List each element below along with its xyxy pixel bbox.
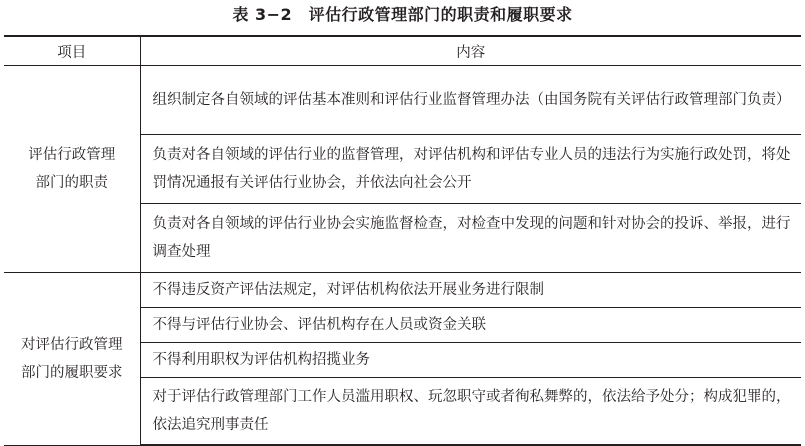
table-title: 表 3−2 评估行政管理部门的职责和履职要求 [232, 5, 573, 24]
header-content: 内容 [140, 36, 801, 66]
group-item-requirements: 对评估行政管理 部门的履职要求 [4, 273, 140, 446]
duties-table [4, 35, 801, 446]
content-cell: 组织制定各自领域的评估基本准则和评估行业监督管理办法（由国务院有关评估行政管理部门负责） [140, 66, 801, 135]
header-row [4, 36, 801, 66]
content-cell: 不得违反资产评估法规定，对评估机构依法开展业务进行限制 [140, 273, 801, 308]
content-cell: 负责对各自领域的评估行业协会实施监督检查，对检查中发现的问题和针对协会的投诉、举报，进行调查处理 [140, 204, 801, 273]
table-row [4, 66, 801, 135]
header-item: 项目 [4, 36, 140, 66]
table-row [4, 273, 801, 308]
content-cell: 不得利用职权为评估机构招揽业务 [140, 343, 801, 378]
content-cell: 对于评估行政管理部门工作人员滥用职权、玩忽职守或者徇私舞弊的，依法给予处分；构成犯罪的，依法追究刑事责任 [140, 378, 801, 446]
group-item-duties: 评估行政管理 部门的职责 [4, 66, 140, 273]
content-cell: 负责对各自领域的评估行业的监督管理，对评估机构和评估专业人员的违法行为实施行政处罚，将处罚情况通报有关评估行业协会，并依法向社会公开 [140, 135, 801, 204]
content-cell: 不得与评估行业协会、评估机构存在人员或资金关联 [140, 308, 801, 343]
